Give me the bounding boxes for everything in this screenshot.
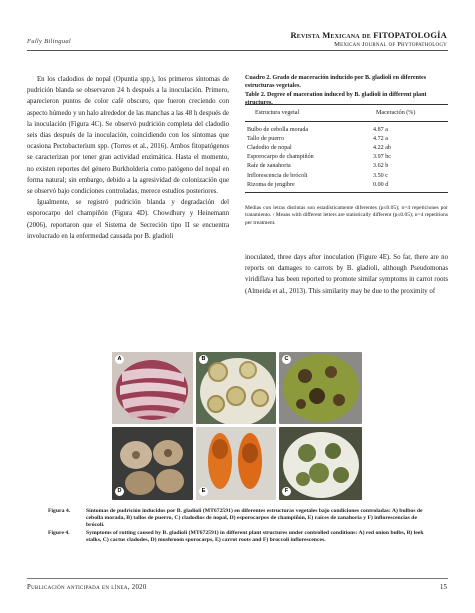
paragraph-3: inoculated, three days after inoculation (Figure 4E). So far, there are no reports on damages to carrots by B. gladioli, although Pseudomonas viridiflava has been reported to promote similar symptoms in carrot roots (Almeida et al., 2013). This similarity may be due to the proximity of	[245, 254, 448, 295]
running-header-left: Fully Bilingual	[27, 38, 72, 45]
carrot-photo	[196, 427, 276, 500]
journal-header	[290, 30, 447, 48]
figure-caption-en-label: Figure 4.	[48, 529, 70, 536]
broccoli-photo	[279, 427, 362, 500]
figure-caption-es: Síntomas de pudrición inducidos por B. gladioli (MT672591) en diferentes estructuras vegetales bajo condiciones controladas: A) bulbos de cebolla morada, B) tallos de puerro, C) cladodios de nopal, D) esporocarpos de champiñón, E) raíces de zanahoria y F) inflorescencias de brócoli.	[86, 508, 423, 529]
table-row	[245, 143, 448, 152]
footer-publication-note: Publicación anticipada en línea, 2020	[27, 584, 147, 591]
table-note: Medias con letras distintas son estadísticamente diferentes (p≤0.05); n=4 repeticiones por tratamiento. / Means with different letters are statistically different (p≤0.05); n=4 repetitions per treatment.	[245, 205, 448, 226]
figure-caption-es-label: Figura 4.	[48, 508, 71, 514]
leek-photo	[196, 352, 276, 424]
table-row	[245, 162, 448, 171]
journal-title-es: Revista Mexicana de FITOPATOLOGÍA	[290, 30, 447, 40]
paragraph-2: Igualmente, se registró pudrición blanda y degradación del esporocarpo del champiñón (Figura 4D). Chowdhury y Heinemann (2006), reportaron que el Sistema de Secreción tipo II se encuentra involucrado en la enfermedad causada por B. gladioli	[27, 199, 229, 240]
figure-caption	[48, 508, 428, 544]
table-cell-value: 4.72 a	[373, 135, 388, 142]
panel-label-d: D	[115, 487, 124, 496]
panel-label-a: A	[115, 355, 124, 364]
figure-caption-es-row	[48, 508, 428, 530]
footer-rule	[27, 578, 448, 579]
panel-label-c: C	[282, 355, 291, 364]
photo-panel-b	[196, 352, 276, 424]
table-cell-structure: Bulbo de cebolla morada	[247, 126, 309, 133]
header-rule	[27, 50, 448, 51]
table-caption-es: Cuadro 2. Grado de maceración inducido por B. gladioli en diferentes estructuras vegetales.	[245, 75, 427, 89]
photo-panel-d	[112, 427, 193, 500]
table-row	[245, 180, 448, 189]
table-cell-value: 0.00 d	[373, 181, 389, 188]
cactus-photo	[279, 352, 362, 424]
table-cell-structure: Cladodio de nopal	[247, 144, 292, 151]
table-header-row	[245, 105, 448, 121]
photo-panel-f	[279, 427, 362, 500]
photo-panel-c	[279, 352, 362, 424]
maceration-table	[245, 104, 448, 193]
onion-photo	[112, 352, 193, 424]
table-row	[245, 153, 448, 162]
table-header-maceration: Maceración (%)	[375, 110, 416, 116]
table-header-structure: Estructura vegetal	[255, 110, 300, 116]
table-cell-value: 3.50 c	[373, 172, 388, 179]
table-row	[245, 171, 448, 180]
photo-panel-a	[112, 352, 193, 424]
table-cell-structure: Rizoma de jengibre	[247, 181, 295, 188]
panel-label-e: E	[199, 487, 208, 496]
table-cell-value: 3.62 b	[373, 163, 389, 170]
figure-caption-en: Symptoms of rotting caused by B. gladioli (MT672591) in different plant structures under controlled conditions: A) red onion bulbs, B) leek stalks, C) cactus cladodes, D) mushroom sporocarps, E) carrot roots and F) broccoli inflorescences.	[86, 529, 424, 543]
table-cell-structure: Raíz de zanahoria	[247, 163, 291, 170]
table-cell-value: 3.97 bc	[373, 154, 391, 161]
photo-panel-e	[196, 427, 276, 500]
table-cell-structure: Tallo de puerro	[247, 135, 285, 142]
panel-label-b: B	[199, 355, 208, 364]
journal-title-en: Mexican Journal of Phytopathology	[334, 41, 447, 48]
figure-4	[112, 352, 362, 500]
paragraph-1: En los cladodios de nopal (Opuntia spp.), los primeros síntomas de pudrición blanda se observaron 24 h después a la inoculación. Primero, aparecieron puntos de color café obscuro, que fueron creciendo con aspecto húmedo y un halo alrededor de las manchas a las 48 h después de la inoculación (Figura 4C). Se observó pudrición completa del cladodio seis días después de la inoculación, coincidiendo con los síntomas que ocasiona Pectobacterium spp. (Torres et al., 2016). Ambos fitopatógenos se caracterizan por tener gran actividad enzimática. Hasta el momento, no existen reportes del género Burkholderia como patógeno del nopal en forma natural; sin embargo, debido a la agresividad de colonización que se observó bajo condiciones controladas, merece estudios posteriores.	[27, 76, 229, 196]
table-cell-value: 4.87 a	[373, 126, 388, 133]
right-column-text	[245, 252, 448, 297]
figure-caption-en-row	[48, 530, 428, 544]
panel-label-f: F	[282, 487, 291, 496]
mushroom-photo	[112, 427, 193, 500]
left-column-text	[27, 74, 229, 242]
table-cell-structure: Esporocarpo de champiñón	[247, 154, 314, 161]
table-cell-value: 4.22 ab	[373, 144, 391, 151]
table-caption-en: Table 2. Degree of maceration induced by B. gladioli in different plant structures.	[245, 92, 427, 106]
page-number: 15	[439, 583, 447, 591]
table-row	[245, 134, 448, 143]
table-caption	[245, 74, 448, 108]
table-cell-structure: Inflorescencia de brócoli	[247, 172, 308, 179]
table-row	[245, 125, 448, 134]
